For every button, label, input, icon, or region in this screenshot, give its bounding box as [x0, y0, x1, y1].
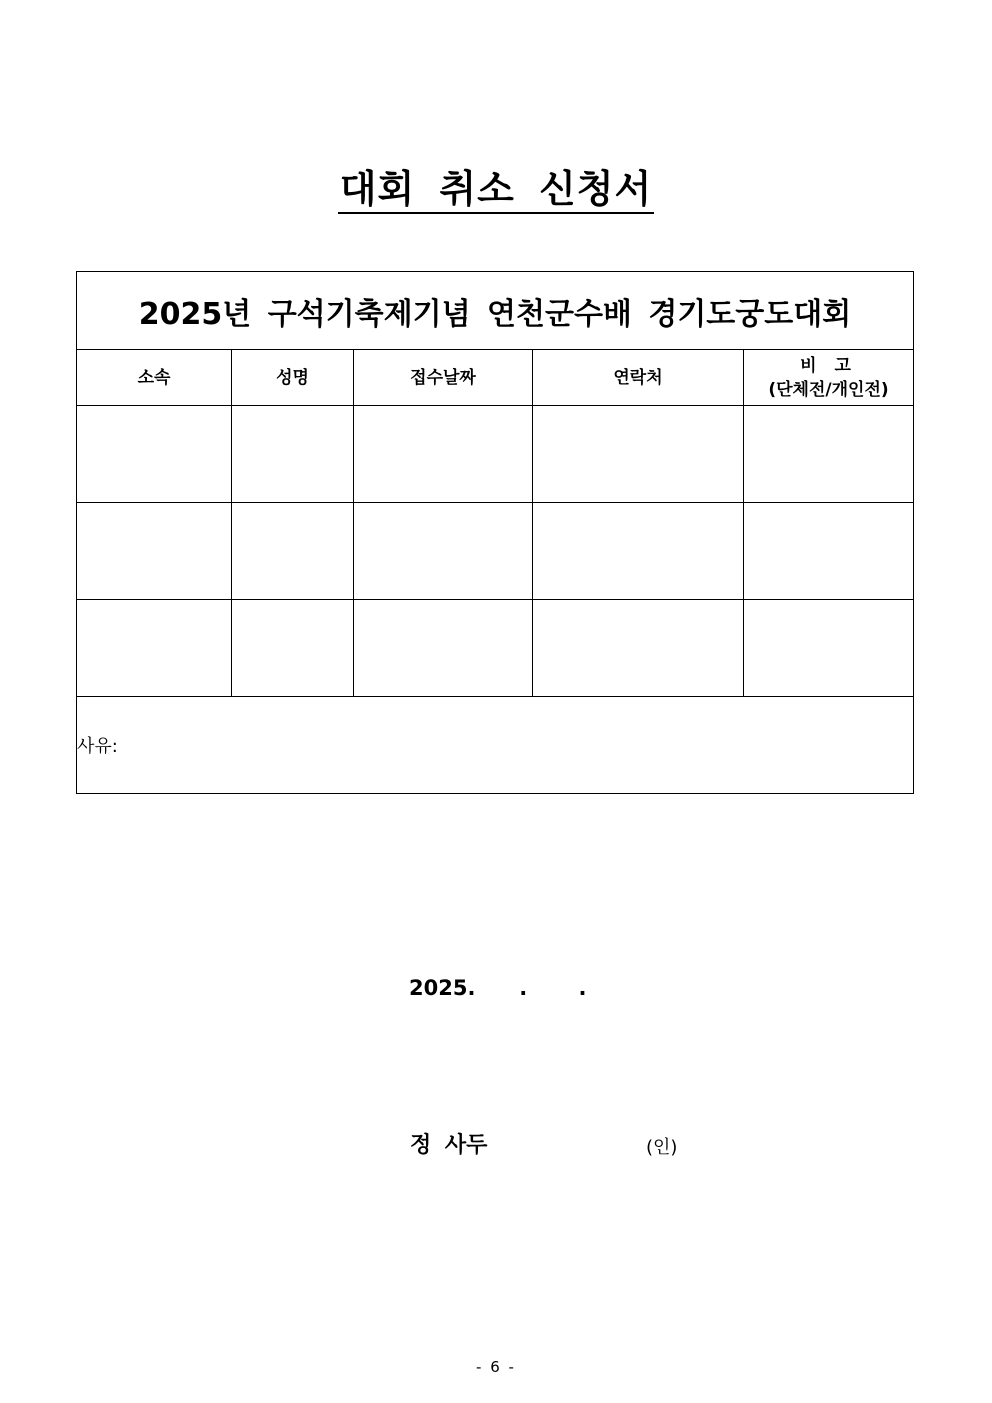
table-header-row [77, 350, 914, 406]
cancellation-form-table [76, 271, 914, 794]
column-header-date: 접수날짜 [354, 350, 533, 406]
contact-cell[interactable] [533, 503, 744, 600]
column-header-contact: 연락처 [533, 350, 744, 406]
name-cell[interactable] [232, 406, 354, 503]
document-title-text: 대회 취소 신청서 [338, 166, 654, 214]
column-header-note [744, 350, 914, 406]
reason-label: 사유: [77, 736, 118, 757]
reason-row [77, 697, 914, 794]
event-name: 2025년 구석기축제기념 연천군수배 경기도궁도대회 [77, 272, 914, 350]
note-header-top: 비 고 [800, 355, 857, 376]
affiliation-cell[interactable] [77, 503, 232, 600]
affiliation-cell[interactable] [77, 600, 232, 697]
note-header-bottom: (단체전/개인전) [768, 379, 889, 400]
seal-mark: (인) [646, 1137, 678, 1158]
name-cell[interactable] [232, 600, 354, 697]
application-date: 2025. . . [409, 976, 587, 1000]
column-header-name: 성명 [232, 350, 354, 406]
contact-cell[interactable] [533, 406, 744, 503]
reason-field[interactable] [77, 697, 914, 794]
note-cell[interactable] [744, 600, 914, 697]
date-cell[interactable] [354, 600, 533, 697]
table-row [77, 406, 914, 503]
signer-name: 정 사두 [410, 1133, 488, 1158]
date-cell[interactable] [354, 503, 533, 600]
event-name-row [77, 272, 914, 350]
document-title [0, 166, 992, 214]
note-cell[interactable] [744, 503, 914, 600]
affiliation-cell[interactable] [77, 406, 232, 503]
table-row [77, 503, 914, 600]
name-cell[interactable] [232, 503, 354, 600]
table-row [77, 600, 914, 697]
note-cell[interactable] [744, 406, 914, 503]
column-header-affiliation: 소속 [77, 350, 232, 406]
page-number: - 6 - [476, 1358, 516, 1376]
contact-cell[interactable] [533, 600, 744, 697]
date-cell[interactable] [354, 406, 533, 503]
